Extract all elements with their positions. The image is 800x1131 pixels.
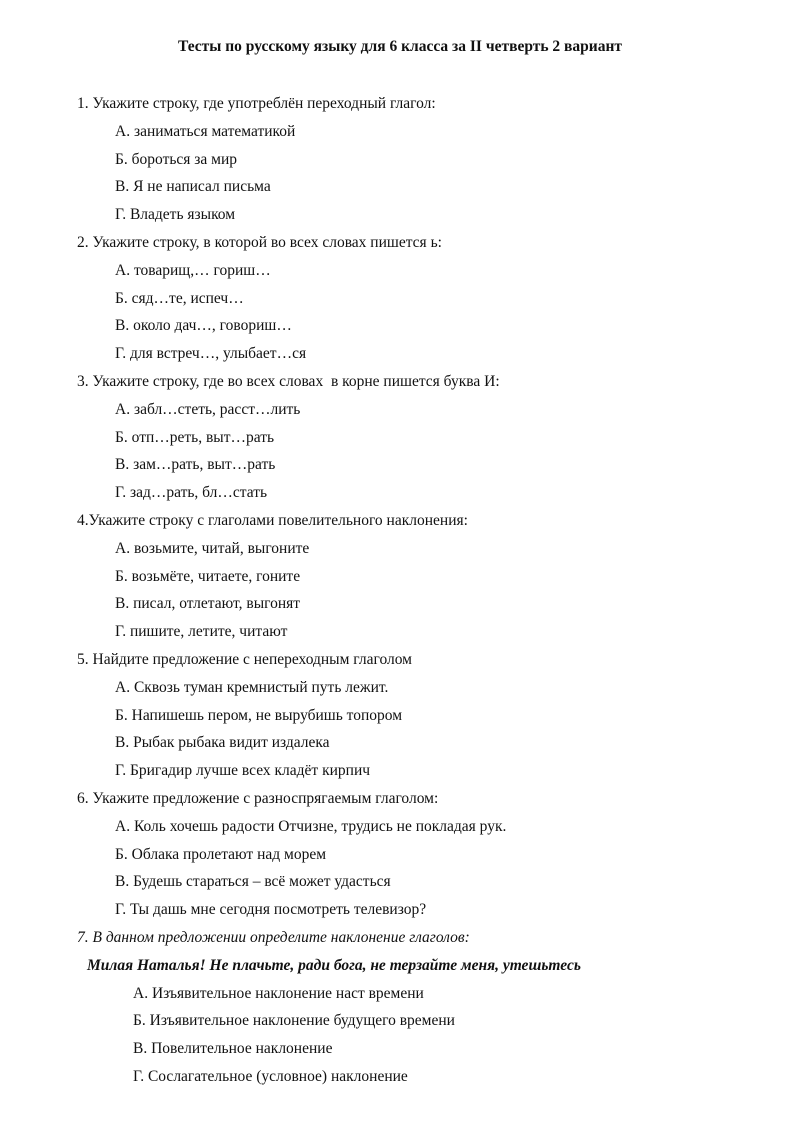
question-3: 3. Укажите строку, где во всех словах в корне пишется буква И: [77,372,500,390]
option-1c: В. Я не написал письма [115,178,271,196]
question-6: 6. Укажите предложение с разноспрягаемым глаголом: [77,789,439,807]
question-4: 4.Укажите строку с глаголами повелительного наклонения: [77,511,468,529]
option-7a: А. Изъявительное наклонение наст времени [133,984,424,1002]
question-1: 1. Укажите строку, где употреблён переходный глагол: [77,95,436,112]
option-2d: Г. для встреч…, улыбает…ся [115,345,307,363]
question-5: 5. Найдите предложение с непереходным глаголом [77,650,412,668]
option-3d: Г. зад…рать, бл…стать [115,484,268,502]
option-5b: Б. Напишешь пером, не вырубишь топором [115,706,403,724]
option-7b: Б. Изъявительное наклонение будущего времени [133,1012,455,1030]
option-2c: В. около дач…, говориш… [115,317,292,335]
option-3c: В. зам…рать, выт…рать [115,456,276,474]
option-5d: Г. Бригадир лучше всех кладёт кирпич [115,762,371,780]
option-4d: Г. пишите, летите, читают [115,623,288,641]
option-5a: А. Сквозь туман кремнистый путь лежит. [115,678,389,696]
option-4b: Б. возьмёте, читаете, гоните [115,567,301,585]
option-7c: В. Повелительное наклонение [133,1040,333,1058]
test-content [0,90,800,1091]
option-7d: Г. Сослагательное (условное) наклонение [133,1067,408,1085]
option-6d: Г. Ты дашь мне сегодня посмотреть телевизор? [115,901,427,919]
option-4c: В. писал, отлетают, выгонят [115,595,301,613]
question-7: 7. В данном предложении определите наклонение глаголов: [77,928,470,946]
page-title: Тесты по русскому языку для 6 класса за II четверть 2 вариант [177,38,623,55]
option-1d: Г. Владеть языком [115,206,236,224]
option-3a: А. забл…стеть, расст…лить [115,400,301,418]
question-7-sentence: Милая Наталья! Не плачьте, ради бога, не терзайте меня, утешьтесь [87,956,581,974]
option-3b: Б. отп…реть, выт…рать [115,428,275,446]
option-6a: А. Коль хочешь радости Отчизне, трудись не покладая рук. [115,817,507,835]
option-6c: В. Будешь стараться – всё может удасться [115,873,391,891]
option-6b: Б. Облака пролетают над морем [115,845,327,863]
option-2a: А. товарищ,… гориш… [115,261,271,279]
option-1b: Б. бороться за мир [115,150,238,168]
option-1a: А. заниматься математикой [115,122,296,140]
option-2b: Б. сяд…те, испеч… [115,289,244,307]
option-5c: В. Рыбак рыбака видит издалека [115,734,330,752]
option-4a: А. возьмите, читай, выгоните [115,539,310,557]
question-2: 2. Укажите строку, в которой во всех словах пишется ь: [77,233,442,251]
